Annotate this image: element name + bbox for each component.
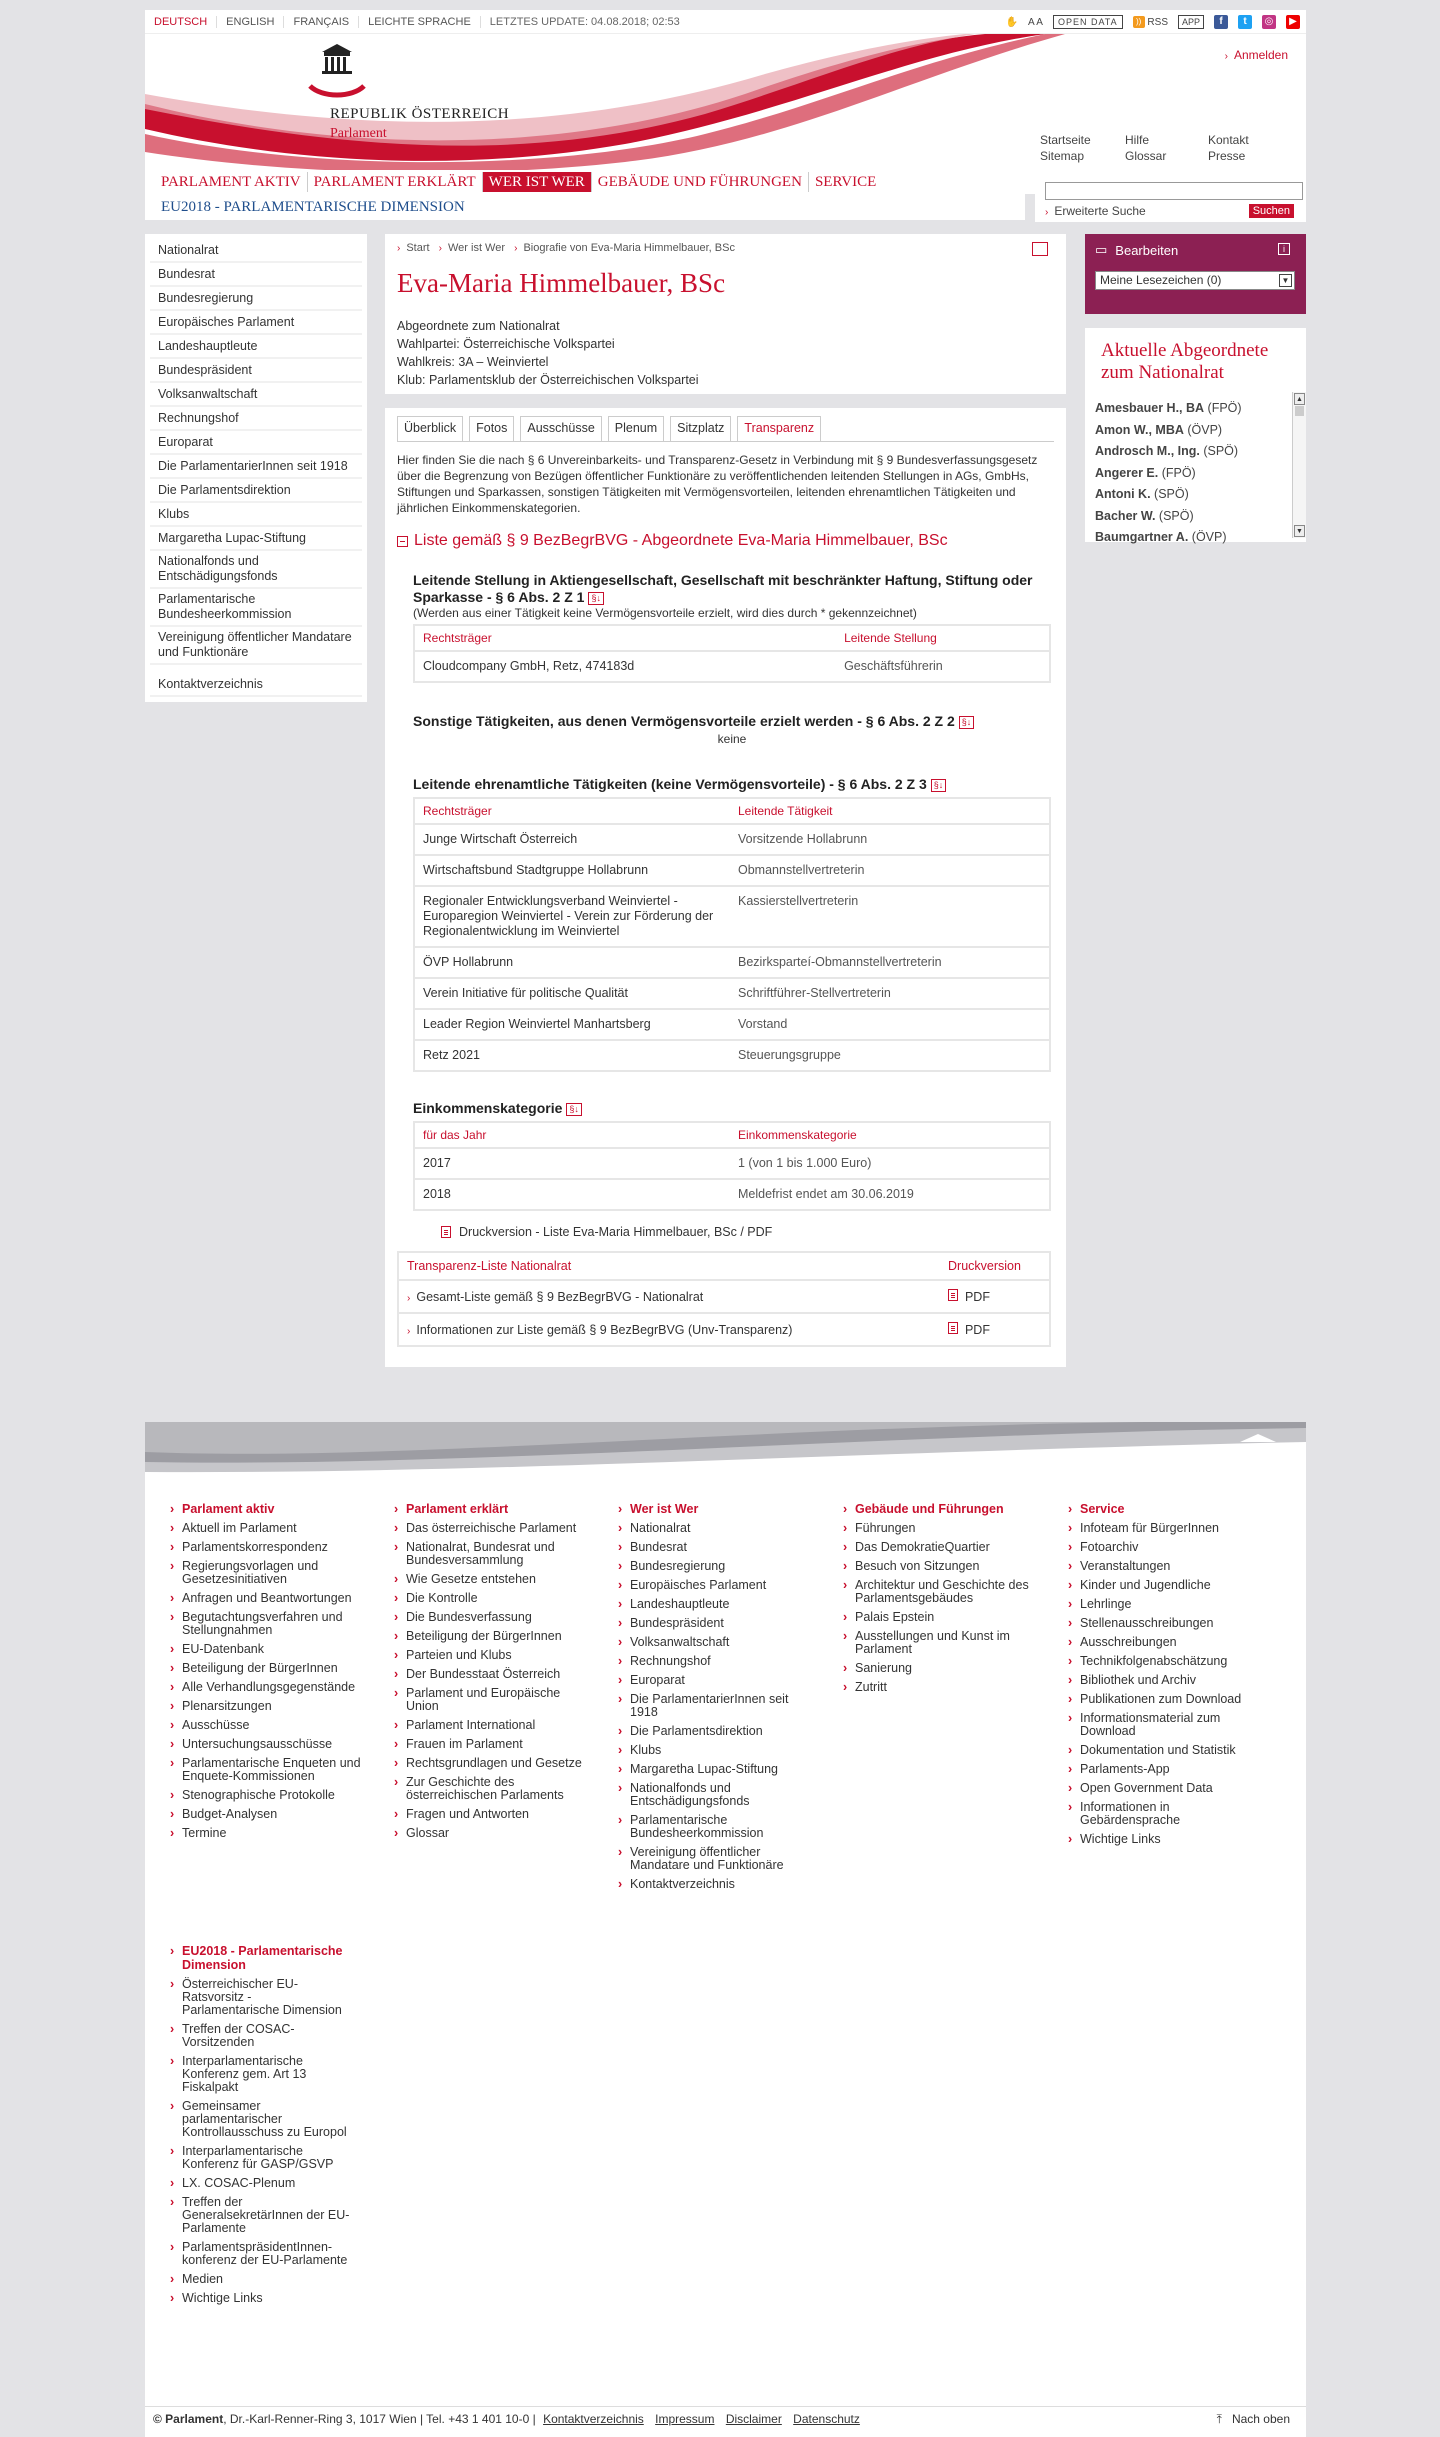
footer-link[interactable]: › Die Kontrolle xyxy=(394,1592,594,1605)
footer-link[interactable]: › Stellenausschreibungen xyxy=(1068,1617,1268,1630)
scroll-down-icon[interactable]: ▼ xyxy=(1294,525,1305,537)
footer-col-service xyxy=(1068,1502,1268,1852)
leftnav-item[interactable]: Nationalfonds und Entschädigungsfonds xyxy=(150,551,362,589)
table-row xyxy=(414,824,1050,855)
table-row xyxy=(398,1313,1050,1346)
nav-gebaeude[interactable]: GEBÄUDE UND FÜHRUNGEN xyxy=(592,172,809,192)
bookmarks-select[interactable]: Meine Lesezeichen (0) ▼ xyxy=(1095,271,1295,290)
font-size-switch[interactable]: A A xyxy=(1027,16,1043,28)
cell: 2017 xyxy=(414,1148,730,1179)
footer-link[interactable]: › LX. COSAC-Plenum xyxy=(170,2177,350,2190)
footer-link[interactable]: › Informationsmaterial zum Download xyxy=(1068,1712,1268,1738)
leftnav-item[interactable]: Bundesrat xyxy=(150,263,362,287)
mps-scrollbar[interactable] xyxy=(1292,392,1306,538)
cell: ÖVP Hollabrunn xyxy=(414,947,730,978)
startseite-link[interactable]: Startseite xyxy=(1040,133,1091,147)
footer-link[interactable]: › Anfragen und Beantwortungen xyxy=(170,1592,370,1605)
footer-link[interactable]: › Wichtige Links xyxy=(170,2292,350,2305)
footer-link[interactable]: › Gemeinsamer parlamentarischer Kontrollausschuss zu Europol xyxy=(170,2100,350,2139)
nav-service[interactable]: SERVICE xyxy=(814,174,877,190)
leftnav-gap xyxy=(145,665,367,673)
table-row xyxy=(414,886,1050,947)
paragraph-link-icon[interactable]: §↓ xyxy=(959,716,975,729)
footer-link[interactable]: › Parlamentskorrespondenz xyxy=(170,1541,370,1554)
footer-link[interactable]: › Technikfolgenabschätzung xyxy=(1068,1655,1268,1668)
column-header: Transparenz-Liste Nationalrat xyxy=(398,1252,940,1280)
section-title: Sonstige Tätigkeiten, aus denen Vermögensvorteile erzielt werden - § 6 Abs. 2 Z 2 §↓ xyxy=(413,713,1054,730)
footer-link[interactable]: › Nationalrat, Bundesrat und Bundesversammlung xyxy=(394,1541,594,1567)
footer-link[interactable]: › Das DemokratieQuartier xyxy=(843,1541,1043,1554)
footer-link[interactable]: › Glossar xyxy=(394,1827,594,1840)
edit-link[interactable]: Bearbeiten xyxy=(1115,242,1179,258)
footer-link[interactable]: › Medien xyxy=(170,2273,350,2286)
tab-ausschuesse[interactable]: Ausschüsse xyxy=(520,416,601,441)
pdf-icon xyxy=(948,1289,958,1301)
nav-wer-ist-wer[interactable]: WER IST WER xyxy=(483,172,592,192)
table-row xyxy=(414,978,1050,1009)
bookmark-icon: ▭ xyxy=(1095,242,1108,257)
footer-link[interactable]: › Volksanwaltschaft xyxy=(618,1636,818,1649)
mps-title: Aktuelle Abgeordnete zum Nationalrat xyxy=(1101,340,1269,383)
cell: Geschäftsführerin xyxy=(836,651,1050,682)
search-button[interactable]: Suchen xyxy=(1249,204,1294,218)
bio-line: Wahlpartei: Österreichische Volkspartei xyxy=(397,337,615,351)
list-heading[interactable]: Liste gemäß § 9 BezBegrBVG - Abgeordnete Eva-Maria Himmelbauer, BSc xyxy=(397,532,1054,550)
footer-link[interactable]: › Interparlamentarische Konferenz gem. Art 13 Fiskalpakt xyxy=(170,2055,350,2094)
arrow-up-icon: ⤒ xyxy=(1216,2412,1222,2426)
footer-link[interactable]: › Führungen xyxy=(843,1522,1043,1535)
footer-col-title[interactable]: › EU2018 - Parlamentarische Dimension xyxy=(170,1944,350,1972)
footer-link[interactable]: › Wie Gesetze entstehen xyxy=(394,1573,594,1586)
mp-item[interactable]: Amon W., MBA (ÖVP) xyxy=(1095,422,1223,437)
print-version-link[interactable]: Druckversion - Liste Eva-Maria Himmelbauer, BSc / PDF xyxy=(441,1225,1054,1239)
section-title: Einkommenskategorie §↓ xyxy=(413,1100,1054,1117)
footer-kontaktverzeichnis-link[interactable]: Kontaktverzeichnis xyxy=(543,2412,644,2426)
footer-col-gebaeude xyxy=(843,1502,1043,1700)
pdf-link[interactable]: PDF xyxy=(940,1313,1050,1346)
footer-link[interactable]: › Architektur und Geschichte des Parlamentsgebäudes xyxy=(843,1579,1043,1605)
bio-panel xyxy=(385,234,1066,394)
table-leitende-stellung xyxy=(413,624,1051,683)
disclaimer-link[interactable]: Disclaimer xyxy=(725,2412,782,2426)
tab-plenum[interactable]: Plenum xyxy=(608,416,664,441)
sub-nav-eu2018[interactable]: EU2018 - PARLAMENTARISCHE DIMENSION xyxy=(145,194,1025,220)
footer-link[interactable]: › Kontaktverzeichnis xyxy=(618,1878,818,1891)
bio-line: Abgeordnete zum Nationalrat xyxy=(397,319,560,333)
last-update: LETZTES UPDATE: 04.08.2018; 02:53 xyxy=(489,16,680,28)
footer-link[interactable]: › Stenographische Protokolle xyxy=(170,1789,370,1802)
footer-col-title[interactable]: › Wer ist Wer xyxy=(618,1502,818,1516)
footer xyxy=(145,1422,1306,2437)
leftnav-item[interactable]: Nationalrat xyxy=(150,239,362,263)
footer-link[interactable]: › Ausschüsse xyxy=(170,1719,370,1732)
footer-col-wer-ist-wer xyxy=(618,1502,818,1897)
pdf-link[interactable]: PDF xyxy=(940,1280,1050,1313)
leftnav-item[interactable]: Die Parlamentsdirektion xyxy=(150,479,362,503)
back-to-top-button[interactable]: ⤒ Nach oben xyxy=(1216,2412,1290,2426)
current-mps-panel xyxy=(1085,328,1306,542)
search-input[interactable] xyxy=(1045,182,1303,200)
footer-link[interactable]: › EU-Datenbank xyxy=(170,1643,370,1656)
footer-link[interactable]: › Termine xyxy=(170,1827,370,1840)
footer-link[interactable]: › Österreichischer EU-Ratsvorsitz - Parlamentarische Dimension xyxy=(170,1978,350,2017)
column-header: für das Jahr xyxy=(414,1122,730,1148)
footer-link[interactable]: › Treffen der GeneralsekretärInnen der EU-Parlamente xyxy=(170,2196,350,2235)
site-subtitle[interactable]: Parlament xyxy=(330,126,387,141)
footer-link[interactable]: › Parlaments-App xyxy=(1068,1763,1268,1776)
breadcrumb: › Start › Wer ist Wer › Biografie von Eva-Maria Himmelbauer, BSc xyxy=(397,242,735,254)
leftnav-item[interactable]: Landeshauptleute xyxy=(150,335,362,359)
leftnav-item[interactable]: Klubs xyxy=(150,503,362,527)
footer-link[interactable]: › Parlament und Europäische Union xyxy=(394,1687,594,1713)
footer-col-parlament-aktiv xyxy=(170,1502,370,1846)
lang-leichte-sprache[interactable]: LEICHTE SPRACHE xyxy=(359,16,481,28)
leftnav-kontaktverzeichnis[interactable]: Kontaktverzeichnis xyxy=(150,673,362,697)
quicklinks-col-2 xyxy=(1125,132,1166,164)
scroll-up-icon[interactable]: ▲ xyxy=(1294,393,1305,405)
footer-link[interactable]: › Treffen der COSAC-Vorsitzenden xyxy=(170,2023,350,2049)
collapse-icon[interactable] xyxy=(397,536,408,547)
app-link[interactable]: APP xyxy=(1178,15,1204,29)
footer-link[interactable]: › Nationalfonds und Entschädigungsfonds xyxy=(618,1782,818,1808)
presse-link[interactable]: Presse xyxy=(1208,149,1246,163)
mp-item[interactable]: Androsch M., Ing. (SPÖ) xyxy=(1095,444,1239,458)
leftnav-item[interactable]: Margaretha Lupac-Stiftung xyxy=(150,527,362,551)
column-header: Rechtsträger xyxy=(414,625,836,651)
table-row xyxy=(414,855,1050,886)
section-title: Leitende Stellung in Aktiengesellschaft, Gesellschaft mit beschränkter Haftung, Stiftung oder Sparkasse - § 6 Abs. 2 Z 1 §↓ xyxy=(413,572,1033,605)
cell: 2018 xyxy=(414,1179,730,1210)
bio-line: Wahlkreis: 3A – Weinviertel xyxy=(397,355,549,369)
footer-link[interactable]: › Rechtsgrundlagen und Gesetze xyxy=(394,1757,594,1770)
impressum-link[interactable]: Impressum xyxy=(655,2412,715,2426)
footer-link[interactable]: › Die Parlamentsdirektion xyxy=(618,1725,818,1738)
column-header: Rechtsträger xyxy=(414,798,730,824)
site-title[interactable]: REPUBLIK ÖSTERREICH xyxy=(330,106,510,122)
rss-icon: )) xyxy=(1133,16,1145,28)
leftnav-item[interactable]: Volksanwaltschaft xyxy=(150,383,362,407)
instagram-icon[interactable]: ◎ xyxy=(1262,15,1276,29)
paragraph-link-icon[interactable]: §↓ xyxy=(566,1103,582,1116)
quicklinks-col-1 xyxy=(1040,132,1091,164)
nav-parlament-aktiv[interactable]: PARLAMENT AKTIV xyxy=(155,172,308,192)
lang-deutsch[interactable]: DEUTSCH xyxy=(145,16,217,28)
footer-link[interactable]: › Begutachtungsverfahren und Stellungnahmen xyxy=(170,1611,370,1637)
footer-bottom-bar xyxy=(145,2406,1306,2437)
cell: Schriftführer-Stellvertreterin xyxy=(730,978,1050,1009)
table-row xyxy=(414,651,1050,682)
table-row xyxy=(398,1280,1050,1313)
gesamt-liste-link[interactable]: › Gesamt-Liste gemäß § 9 BezBegrBVG - Nationalrat xyxy=(398,1280,940,1313)
footer-link[interactable]: › Untersuchungsausschüsse xyxy=(170,1738,370,1751)
footer-link[interactable]: › Der Bundesstaat Österreich xyxy=(394,1668,594,1681)
login-link[interactable]: › Anmelden xyxy=(1224,48,1288,62)
cell: Wirtschaftsbund Stadtgruppe Hollabrunn xyxy=(414,855,730,886)
footer-link[interactable]: › Veranstaltungen xyxy=(1068,1560,1268,1573)
footer-link[interactable]: › Zutritt xyxy=(843,1681,1043,1694)
header-banner xyxy=(145,34,1306,170)
section-ehrenamtlich xyxy=(413,776,1054,1072)
leftnav-item[interactable]: Vereinigung öffentlicher Mandatare und Funktionäre xyxy=(150,627,362,665)
mp-item[interactable]: Bacher W. (SPÖ) xyxy=(1095,508,1194,523)
footer-link[interactable]: › Parlamentarische Bundesheerkommission xyxy=(618,1814,818,1840)
footer-link[interactable]: › Publikationen zum Download xyxy=(1068,1693,1268,1706)
footer-link[interactable]: › Rechnungshof xyxy=(618,1655,818,1668)
leftnav-item[interactable]: Bundespräsident xyxy=(150,359,362,383)
footer-link[interactable]: › Europäisches Parlament xyxy=(618,1579,818,1592)
tab-sitzplatz[interactable]: Sitzplatz xyxy=(670,416,731,441)
section-einkommen xyxy=(413,1100,1054,1211)
left-nav xyxy=(145,234,367,702)
footer-link[interactable]: › Interparlamentarische Konferenz für GASP/GSVP xyxy=(170,2145,350,2171)
cell: Retz 2021 xyxy=(414,1040,730,1071)
footer-link[interactable]: › Landeshauptleute xyxy=(618,1598,818,1611)
bookmarks-header xyxy=(1095,242,1296,258)
column-header: Leitende Stellung xyxy=(836,625,1050,651)
cell: Kassierstellvertreterin xyxy=(730,886,1050,947)
cell: Leader Region Weinviertel Manhartsberg xyxy=(414,1009,730,1040)
cell: Cloudcompany GmbH, Retz, 474183d xyxy=(414,651,836,682)
paragraph-link-icon[interactable]: §↓ xyxy=(588,592,604,605)
footer-link[interactable]: › Open Government Data xyxy=(1068,1782,1268,1795)
footer-link[interactable]: › Besuch von Sitzungen xyxy=(843,1560,1043,1573)
footer-col-title[interactable]: › Parlament aktiv xyxy=(170,1502,370,1516)
footer-link[interactable]: › Sanierung xyxy=(843,1662,1043,1675)
quicklinks-col-3 xyxy=(1208,132,1249,164)
cell: 1 (von 1 bis 1.000 Euro) xyxy=(730,1148,1050,1179)
footer-link[interactable]: › Informationen in Gebärdensprache xyxy=(1068,1801,1268,1827)
table-row xyxy=(414,1009,1050,1040)
footer-link[interactable]: › Das österreichische Parlament xyxy=(394,1522,594,1535)
intro-text: Hier finden Sie die nach § 6 Unvereinbarkeits- und Transparenz-Gesetz in Verbindung mit § 9 Bundesverfassungsgesetz über die Begrenzung von Bezügen öffentlicher Funktionäre zu veröffentlichenden leitenden Stellungen in AGs, GmbHs, Stiftungen und Sparkassen, sonstigen Tätigkeiten mit Vermögensvorteilen, leitenden ehrenamtlichen Tätigkeiten und jährlichen Einkommenskategorien. xyxy=(397,453,1038,515)
table-row xyxy=(414,1179,1050,1210)
sitemap-link[interactable]: Sitemap xyxy=(1040,149,1085,163)
section-leitende-stellung xyxy=(413,572,1054,683)
leftnav-item[interactable]: Parlamentarische Bundesheerkommission xyxy=(150,589,362,627)
print-icon[interactable] xyxy=(1032,242,1048,256)
footer-link[interactable]: › Lehrlinge xyxy=(1068,1598,1268,1611)
sign-language-icon[interactable]: ✋ xyxy=(1005,16,1018,28)
mp-item[interactable]: Amesbauer H., BA (FPÖ) xyxy=(1095,401,1242,415)
cell: Regionaler Entwicklungsverband Weinviertel - Europaregion Weinviertel - Verein zur Förderung der Regionalentwicklung im Weinviertel xyxy=(414,886,730,947)
footer-link[interactable]: › Ausstellungen und Kunst im Parlament xyxy=(843,1630,1043,1656)
leftnav-item[interactable]: Rechnungshof xyxy=(150,407,362,431)
tab-transparenz[interactable]: Transparenz xyxy=(737,416,821,441)
tab-ueberblick[interactable]: Überblick xyxy=(397,416,463,441)
cell: Bezirksparteí-Obmannstellvertreterin xyxy=(730,947,1050,978)
footer-link[interactable]: › Die Bundesverfassung xyxy=(394,1611,594,1624)
copyright: © Parlament xyxy=(153,2412,224,2426)
footer-link[interactable]: › Parteien und Klubs xyxy=(394,1649,594,1662)
footer-link[interactable]: › Nationalrat xyxy=(618,1522,818,1535)
transparency-list-table xyxy=(397,1251,1051,1347)
bio-line: Klub: Parlamentsklub der Österreichischen Volkspartei xyxy=(397,373,699,387)
footer-link[interactable]: › Margaretha Lupac-Stiftung xyxy=(618,1763,818,1776)
cell: Verein Initiative für politische Qualität xyxy=(414,978,730,1009)
footer-link[interactable]: › Wichtige Links xyxy=(1068,1833,1268,1846)
hilfe-link[interactable]: Hilfe xyxy=(1125,133,1150,147)
footer-col-title[interactable]: › Service xyxy=(1068,1502,1268,1516)
footer-link[interactable]: › ParlamentspräsidentInnen-konferenz der EU-Parlamente xyxy=(170,2241,350,2267)
open-data-link[interactable]: OPEN DATA xyxy=(1053,15,1123,29)
footer-link[interactable]: › Parlament International xyxy=(394,1719,594,1732)
footer-link[interactable]: › Plenarsitzungen xyxy=(170,1700,370,1713)
footer-link[interactable]: › Frauen im Parlament xyxy=(394,1738,594,1751)
breadcrumb-current: Biografie von Eva-Maria Himmelbauer, BSc xyxy=(523,242,735,254)
footer-link[interactable]: › Dokumentation und Statistik xyxy=(1068,1744,1268,1757)
tab-fotos[interactable]: Fotos xyxy=(469,416,514,441)
mps-list xyxy=(1095,398,1280,544)
pdf-icon xyxy=(948,1322,958,1334)
mp-item[interactable]: Baumgartner A. (ÖVP) xyxy=(1095,530,1227,544)
footer-link[interactable]: › Alle Verhandlungsgegenstände xyxy=(170,1681,370,1694)
section-title: Leitende ehrenamtliche Tätigkeiten (keine Vermögensvorteile) - § 6 Abs. 2 Z 3 §↓ xyxy=(413,776,1054,793)
page-title: Eva-Maria Himmelbauer, BSc xyxy=(397,268,726,298)
footer-link[interactable]: › Zur Geschichte des österreichischen Parlaments xyxy=(394,1776,594,1802)
footer-link[interactable]: › Beteiligung der BürgerInnen xyxy=(170,1662,370,1675)
content-panel xyxy=(385,408,1066,1367)
footer-link[interactable]: › Die ParlamentarierInnen seit 1918 xyxy=(618,1693,818,1719)
search-box xyxy=(1035,170,1306,222)
footer-link[interactable]: › Regierungsvorlagen und Gesetzesinitiativen xyxy=(170,1560,370,1586)
section-value: keine xyxy=(717,732,747,746)
address: , Dr.-Karl-Renner-Ring 3, 1017 Wien | Tel. +43 1 401 10-0 | xyxy=(223,2412,536,2426)
footer-link[interactable]: › Bibliothek und Archiv xyxy=(1068,1674,1268,1687)
footer-link[interactable]: › Infoteam für BürgerInnen xyxy=(1068,1522,1268,1535)
breadcrumb-wer-ist-wer[interactable]: Wer ist Wer xyxy=(447,242,506,254)
cell: Meldefrist endet am 30.06.2019 xyxy=(730,1179,1050,1210)
lang-francais[interactable]: FRANÇAIS xyxy=(284,16,359,28)
column-header: Druckversion xyxy=(940,1252,1050,1280)
leftnav-item[interactable]: Europarat xyxy=(150,431,362,455)
glossar-link[interactable]: Glossar xyxy=(1125,149,1167,163)
twitter-icon[interactable]: t xyxy=(1238,15,1252,29)
footer-col-title[interactable]: › Parlament erklärt xyxy=(394,1502,594,1516)
footer-link[interactable]: › Ausschreibungen xyxy=(1068,1636,1268,1649)
cell: Obmannstellvertreterin xyxy=(730,855,1050,886)
section-sonstige xyxy=(413,713,1054,746)
footer-link[interactable]: › Vereinigung öffentlicher Mandatare und Funktionäre xyxy=(618,1846,818,1872)
leftnav-item[interactable]: Bundesregierung xyxy=(150,287,362,311)
mp-item[interactable]: Angerer E. (FPÖ) xyxy=(1095,465,1196,480)
footer-col-title[interactable]: › Gebäude und Führungen xyxy=(843,1502,1043,1516)
tab-bar xyxy=(397,416,1054,442)
bookmarks-panel xyxy=(1085,234,1306,314)
info-liste-link[interactable]: › Informationen zur Liste gemäß § 9 BezBegrBVG (Unv-Transparenz) xyxy=(398,1313,940,1346)
section-note: (Werden aus einer Tätigkeit keine Vermögensvorteile erzielt, wird dies durch * gekennzeichnet) xyxy=(413,606,917,620)
scroll-thumb[interactable] xyxy=(1295,406,1304,416)
kontakt-link[interactable]: Kontakt xyxy=(1208,133,1249,147)
column-header: Einkommenskategorie xyxy=(730,1122,1050,1148)
leftnav-item[interactable]: Die ParlamentarierInnen seit 1918 xyxy=(150,455,362,479)
cell: Vorsitzende Hollabrunn xyxy=(730,824,1050,855)
paragraph-link-icon[interactable]: §↓ xyxy=(931,779,947,792)
mp-item[interactable]: Antoni K. (SPÖ) xyxy=(1095,487,1189,501)
cell: Steuerungsgruppe xyxy=(730,1040,1050,1071)
footer-link[interactable]: › Parlamentarische Enqueten und Enquete-Kommissionen xyxy=(170,1757,370,1783)
facebook-icon[interactable]: f xyxy=(1214,15,1228,29)
cell: Junge Wirtschaft Österreich xyxy=(414,824,730,855)
footer-link[interactable]: › Budget-Analysen xyxy=(170,1808,370,1821)
footer-link[interactable]: › Klubs xyxy=(618,1744,818,1757)
footer-link[interactable]: › Fotoarchiv xyxy=(1068,1541,1268,1554)
footer-col-eu2018 xyxy=(170,1944,350,2311)
column-header: Leitende Tätigkeit xyxy=(730,798,1050,824)
breadcrumb-start[interactable]: Start xyxy=(406,242,430,254)
leftnav-item[interactable]: Europäisches Parlament xyxy=(150,311,362,335)
table-row xyxy=(414,1040,1050,1071)
advanced-search-link[interactable]: › Erweiterte Suche xyxy=(1045,204,1146,218)
lang-english[interactable]: ENGLISH xyxy=(217,16,284,28)
chevron-down-icon: ▼ xyxy=(1279,274,1292,287)
footer-col-parlament-erklaert xyxy=(394,1502,594,1846)
table-row xyxy=(414,1148,1050,1179)
cell: Vorstand xyxy=(730,1009,1050,1040)
top-bar xyxy=(145,10,1306,34)
table-row xyxy=(414,947,1050,978)
datenschutz-link[interactable]: Datenschutz xyxy=(793,2412,860,2426)
footer-link[interactable]: › Beteiligung der BürgerInnen xyxy=(394,1630,594,1643)
footer-wave xyxy=(145,1422,1306,1480)
rss-link[interactable]: )) RSS xyxy=(1133,16,1168,28)
pdf-icon xyxy=(441,1226,451,1238)
footer-link[interactable]: › Aktuell im Parlament xyxy=(170,1522,370,1535)
footer-link[interactable]: › Kinder und Jugendliche xyxy=(1068,1579,1268,1592)
footer-link[interactable]: › Palais Epstein xyxy=(843,1611,1043,1624)
footer-link[interactable]: › Bundesregierung xyxy=(618,1560,818,1573)
footer-link[interactable]: › Bundesrat xyxy=(618,1541,818,1554)
footer-link[interactable]: › Europarat xyxy=(618,1674,818,1687)
footer-link[interactable]: › Fragen und Antworten xyxy=(394,1808,594,1821)
footer-link[interactable]: › Bundespräsident xyxy=(618,1617,818,1630)
table-einkommen xyxy=(413,1121,1051,1211)
nav-parlament-erklaert[interactable]: PARLAMENT ERKLÄRT xyxy=(308,172,483,192)
info-icon[interactable]: i xyxy=(1278,243,1290,255)
table-ehrenamtlich xyxy=(413,797,1051,1072)
youtube-icon[interactable]: ▶ xyxy=(1286,15,1300,29)
